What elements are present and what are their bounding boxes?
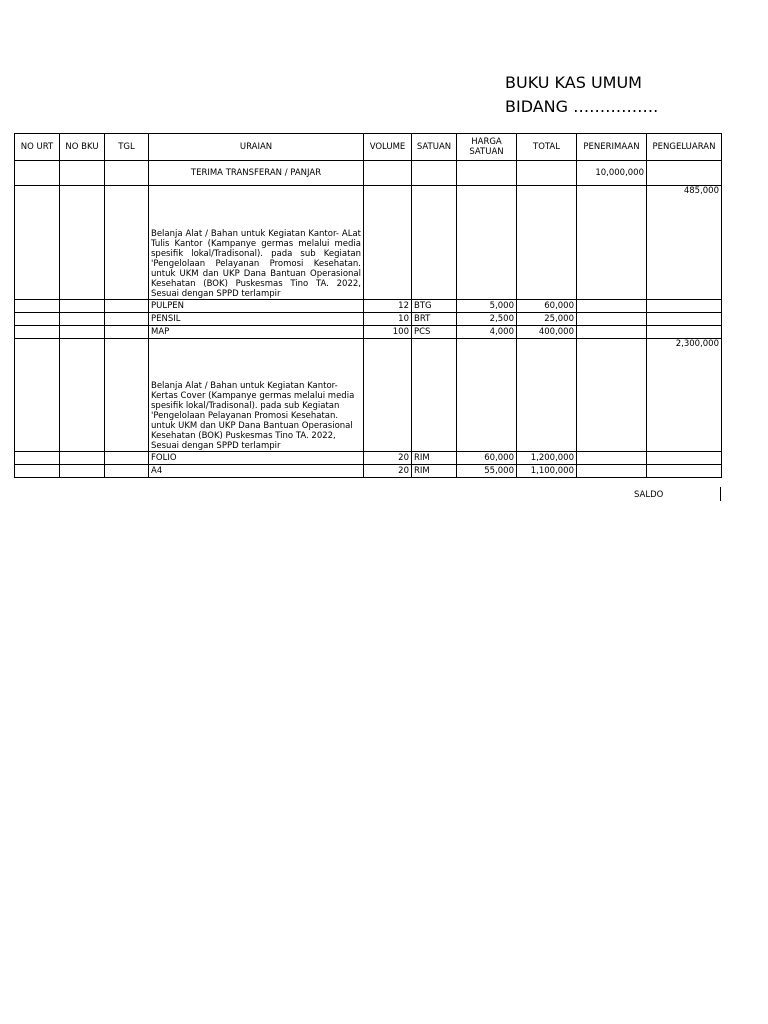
table-header-row bbox=[15, 134, 722, 161]
document-title: BUKU KAS UMUM bbox=[505, 73, 642, 92]
table-row bbox=[15, 452, 722, 465]
item-uraian: A4 bbox=[149, 465, 364, 478]
item-uraian: PENSIL bbox=[149, 313, 364, 326]
item-volume: 20 bbox=[364, 452, 412, 465]
item-total: 1,200,000 bbox=[517, 452, 577, 465]
item-satuan: RIM bbox=[412, 465, 457, 478]
item-harga: 5,000 bbox=[457, 300, 517, 313]
item-satuan: BTG bbox=[412, 300, 457, 313]
item-satuan: RIM bbox=[412, 452, 457, 465]
cash-book-table bbox=[14, 133, 722, 478]
col-header-satuan: SATUAN bbox=[412, 134, 457, 161]
saldo-label: SALDO bbox=[634, 490, 664, 500]
table-row bbox=[15, 313, 722, 326]
col-header-no-bku: NO BKU bbox=[60, 134, 105, 161]
belanja1-pengeluaran: 485,000 bbox=[647, 186, 722, 300]
table-row bbox=[15, 300, 722, 313]
item-harga: 4,000 bbox=[457, 326, 517, 339]
item-harga: 2,500 bbox=[457, 313, 517, 326]
table-row bbox=[15, 465, 722, 478]
item-harga: 55,000 bbox=[457, 465, 517, 478]
saldo-divider bbox=[720, 487, 721, 501]
item-volume: 12 bbox=[364, 300, 412, 313]
item-satuan: BRT bbox=[412, 313, 457, 326]
col-header-total: TOTAL bbox=[517, 134, 577, 161]
item-volume: 100 bbox=[364, 326, 412, 339]
item-total: 400,000 bbox=[517, 326, 577, 339]
table-row bbox=[15, 326, 722, 339]
belanja2-pengeluaran: 2,300,000 bbox=[647, 339, 722, 452]
item-total: 1,100,000 bbox=[517, 465, 577, 478]
item-harga: 60,000 bbox=[457, 452, 517, 465]
transfer-uraian: TERIMA TRANSFERAN / PANJAR bbox=[149, 161, 364, 186]
col-header-harga-satuan: HARGA SATUAN bbox=[457, 134, 517, 161]
belanja1-uraian: Belanja Alat / Bahan untuk Kegiatan Kantor- ALat Tulis Kantor (Kampanye germas melalui media spesifik lokal/Tradisonal). pada sub Kegiatan 'Pengelolaan Pelayanan Promosi Kesehatan. untuk UKM dan UKP Dana Bantuan Operasional Kesehatan (BOK) Puskesmas Tino TA. 2022, Sesuai dengan SPPD terlampir bbox=[149, 186, 364, 300]
col-header-volume: VOLUME bbox=[364, 134, 412, 161]
item-uraian: FOLIO bbox=[149, 452, 364, 465]
col-header-pengeluaran: PENGELUARAN bbox=[647, 134, 722, 161]
transfer-penerimaan: 10,000,000 bbox=[577, 161, 647, 186]
item-uraian: PULPEN bbox=[149, 300, 364, 313]
item-volume: 10 bbox=[364, 313, 412, 326]
document-subtitle: BIDANG ……………. bbox=[505, 97, 659, 116]
table-row bbox=[15, 186, 722, 300]
item-uraian: MAP bbox=[149, 326, 364, 339]
item-total: 25,000 bbox=[517, 313, 577, 326]
col-header-no-urt: NO URT bbox=[15, 134, 60, 161]
col-header-penerimaan: PENERIMAAN bbox=[577, 134, 647, 161]
col-header-uraian: URAIAN bbox=[149, 134, 364, 161]
item-total: 60,000 bbox=[517, 300, 577, 313]
belanja2-uraian: Belanja Alat / Bahan untuk Kegiatan Kantor- Kertas Cover (Kampanye germas melalui media spesifik lokal/Tradisonal). pada sub Kegiatan 'Pengelolaan Pelayanan Promosi Kesehatan. untuk UKM dan UKP Dana Bantuan Operasional Kesehatan (BOK) Puskesmas Tino TA. 2022, Sesuai dengan SPPD terlampir bbox=[149, 339, 364, 452]
item-satuan: PCS bbox=[412, 326, 457, 339]
table-row bbox=[15, 161, 722, 186]
table-row bbox=[15, 339, 722, 452]
item-volume: 20 bbox=[364, 465, 412, 478]
col-header-tgl: TGL bbox=[105, 134, 149, 161]
